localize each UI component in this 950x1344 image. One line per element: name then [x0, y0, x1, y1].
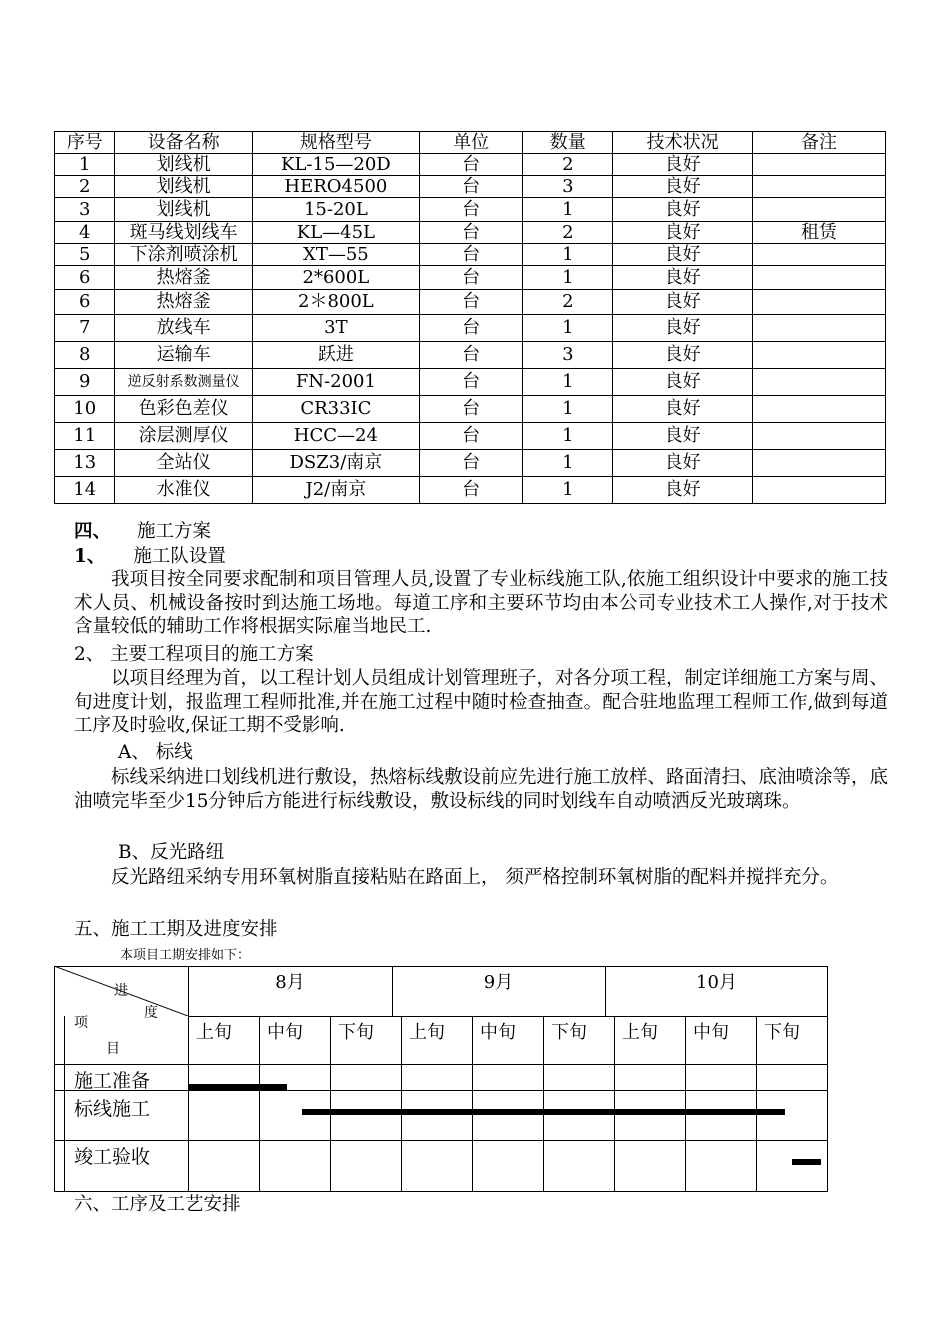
- equipment-row: [55, 198, 886, 222]
- equipment-cell: 台: [419, 369, 522, 396]
- sub2-paragraph: 以项目经理为首，以工程计划人员组成计划管理班子，对各分项工程，制定详细施工方案与周、旬进度计划，报监理工程师批准,并在施工过程中随时检查抽查。配合驻地监理工程师工作,做到每道工序及时验收,保证工期不受影响.: [74, 668, 889, 736]
- equipment-cell: [752, 315, 885, 342]
- equipment-cell: 热熔釜: [115, 290, 252, 315]
- equipment-row: [55, 396, 886, 423]
- task-bar: [302, 1109, 785, 1115]
- equipment-cell: J2/南京: [252, 477, 419, 504]
- equipment-cell: DSZ3/南京: [252, 450, 419, 477]
- equipment-cell: 良好: [613, 396, 753, 423]
- period-label: 上旬: [622, 1022, 658, 1043]
- month-label: 9月: [483, 972, 514, 993]
- subsection-b-paragraph: 反光路纽采纳专用环氧树脂直接粘贴在路面上， 须严格控制环氧树脂的配料并搅拌充分。: [111, 867, 839, 888]
- equipment-cell: [752, 342, 885, 369]
- equipment-cell: 划线机: [115, 198, 252, 222]
- equipment-cell: 良好: [613, 198, 753, 222]
- equipment-cell: 台: [419, 266, 522, 290]
- equipment-cell: 台: [419, 450, 522, 477]
- equipment-cell: 良好: [613, 369, 753, 396]
- equipment-cell: CR33IC: [252, 396, 419, 423]
- equipment-header-cell: 设备名称: [115, 132, 252, 154]
- schedule-hline: [188, 1016, 828, 1017]
- equipment-cell: 全站仪: [115, 450, 252, 477]
- corner-item-1: 项: [74, 1015, 88, 1031]
- equipment-cell: HERO4500: [252, 176, 419, 198]
- section4-heading: [74, 520, 211, 543]
- period-label: 中旬: [480, 1022, 516, 1043]
- equipment-cell: 台: [419, 396, 522, 423]
- equipment-cell: 1: [523, 477, 613, 504]
- equipment-header-cell: 单位: [419, 132, 522, 154]
- equipment-cell: 良好: [613, 176, 753, 198]
- equipment-cell: 6: [55, 266, 115, 290]
- equipment-cell: 放线车: [115, 315, 252, 342]
- subsection-a-paragraph: 标线采纳进口划线机进行敷设，热熔标线敷设前应先进行施工放样、路面清扫、底油喷涂等，底油喷完毕至少15分钟后方能进行标线敷设，敷设标线的同时划线车自动喷洒反光玻璃珠。: [74, 767, 889, 812]
- schedule-table: [54, 966, 828, 1192]
- equipment-cell: [752, 154, 885, 176]
- schedule-period-vline: [401, 1016, 402, 1192]
- sub1-paragraph: 我项目按全同要求配制和项目管理人员,设置了专业标线施工队,依施工组织设计中要求的施工技术人员、机械设备按时到达施工场地。每道工序和主要环节均由本公司专业技术工人操作,对于技术含量较低的辅助工作将根据实际雇当地民工.: [74, 569, 888, 637]
- task-name: 施工准备: [74, 1070, 151, 1092]
- equipment-cell: 2: [523, 154, 613, 176]
- schedule-period-vline: [188, 1016, 189, 1192]
- equipment-cell: 4: [55, 222, 115, 244]
- equipment-header-cell: 序号: [55, 132, 115, 154]
- subsection-a-heading: A、 标线: [118, 742, 193, 763]
- equipment-cell: 良好: [613, 290, 753, 315]
- section5-heading: 五、施工工期及进度安排: [74, 919, 278, 940]
- corner-progress-2: 度: [144, 1005, 158, 1021]
- equipment-cell: 7: [55, 315, 115, 342]
- equipment-cell: 3: [523, 176, 613, 198]
- schedule-label-vline: [64, 1016, 65, 1192]
- equipment-cell: 10: [55, 396, 115, 423]
- equipment-cell: 涂层测厚仪: [115, 423, 252, 450]
- schedule-hline: [54, 1064, 828, 1065]
- equipment-cell: [752, 396, 885, 423]
- equipment-cell: [752, 266, 885, 290]
- equipment-cell: [752, 198, 885, 222]
- equipment-cell: 2*600L: [252, 266, 419, 290]
- equipment-cell: 跃进: [252, 342, 419, 369]
- equipment-cell: 8: [55, 342, 115, 369]
- equipment-cell: [752, 290, 885, 315]
- equipment-cell: 1: [523, 423, 613, 450]
- equipment-cell: 9: [55, 369, 115, 396]
- equipment-row: [55, 369, 886, 396]
- schedule-period-vline: [756, 1016, 757, 1192]
- equipment-cell: 台: [419, 423, 522, 450]
- equipment-cell: 良好: [613, 154, 753, 176]
- equipment-cell: 良好: [613, 477, 753, 504]
- equipment-cell: 色彩色差仪: [115, 396, 252, 423]
- equipment-cell: 1: [523, 198, 613, 222]
- equipment-header-cell: 技术状况: [613, 132, 753, 154]
- schedule-hline: [54, 1140, 828, 1141]
- equipment-cell: 热熔釜: [115, 266, 252, 290]
- equipment-cell: 良好: [613, 222, 753, 244]
- schedule-hline: [54, 1090, 828, 1091]
- schedule-period-vline: [614, 1016, 615, 1192]
- equipment-cell: 良好: [613, 266, 753, 290]
- equipment-row: [55, 342, 886, 369]
- equipment-cell: 台: [419, 244, 522, 266]
- equipment-cell: 5: [55, 244, 115, 266]
- schedule-period-vline: [330, 1016, 331, 1192]
- section4-num: 四、: [74, 521, 112, 542]
- equipment-cell: 良好: [613, 244, 753, 266]
- equipment-row: [55, 266, 886, 290]
- sub1-title: 施工队设置: [133, 546, 226, 567]
- section6-heading: 六、工序及工艺安排: [74, 1194, 241, 1215]
- equipment-cell: 良好: [613, 315, 753, 342]
- equipment-cell: 台: [419, 315, 522, 342]
- equipment-cell: [752, 369, 885, 396]
- equipment-cell: 1: [523, 450, 613, 477]
- equipment-cell: 台: [419, 222, 522, 244]
- schedule-note: 本项目工期安排如下：: [120, 948, 251, 963]
- period-label: 中旬: [267, 1022, 303, 1043]
- month-label: 10月: [696, 972, 737, 993]
- equipment-cell: 3: [523, 342, 613, 369]
- equipment-cell: 14: [55, 477, 115, 504]
- equipment-row: [55, 154, 886, 176]
- equipment-cell: 2: [523, 290, 613, 315]
- equipment-header-cell: 备注: [752, 132, 885, 154]
- equipment-row: [55, 477, 886, 504]
- equipment-cell: 1: [523, 266, 613, 290]
- period-label: 上旬: [196, 1022, 232, 1043]
- schedule-period-vline: [259, 1016, 260, 1192]
- period-label: 下旬: [551, 1022, 587, 1043]
- equipment-cell: 1: [523, 396, 613, 423]
- equipment-cell: 逆反射系数测量仪: [115, 369, 252, 396]
- schedule-period-vline: [472, 1016, 473, 1192]
- equipment-cell: KL-15—20D: [252, 154, 419, 176]
- equipment-cell: [752, 244, 885, 266]
- equipment-cell: [752, 176, 885, 198]
- equipment-cell: 台: [419, 342, 522, 369]
- equipment-header-row: [55, 132, 886, 154]
- equipment-cell: 3T: [252, 315, 419, 342]
- equipment-cell: 良好: [613, 423, 753, 450]
- period-label: 下旬: [764, 1022, 800, 1043]
- equipment-cell: 2: [523, 222, 613, 244]
- equipment-cell: [752, 450, 885, 477]
- equipment-cell: 1: [523, 369, 613, 396]
- corner-progress-1: 进: [114, 983, 128, 999]
- equipment-row: [55, 450, 886, 477]
- equipment-table: [54, 131, 886, 504]
- equipment-cell: 13: [55, 450, 115, 477]
- sub2-heading: 2、 主要工程项目的施工方案: [74, 644, 314, 665]
- equipment-cell: [752, 477, 885, 504]
- equipment-row: [55, 176, 886, 198]
- equipment-row: [55, 244, 886, 266]
- equipment-cell: 良好: [613, 450, 753, 477]
- schedule-period-vline: [685, 1016, 686, 1192]
- corner-item-2: 目: [106, 1041, 120, 1057]
- equipment-cell: HCC—24: [252, 423, 419, 450]
- equipment-row: [55, 222, 886, 244]
- equipment-cell: FN-2001: [252, 369, 419, 396]
- equipment-row: [55, 290, 886, 315]
- equipment-cell: 1: [55, 154, 115, 176]
- equipment-cell: XT—55: [252, 244, 419, 266]
- equipment-cell: 运输车: [115, 342, 252, 369]
- section4-title: 施工方案: [137, 521, 212, 542]
- sub1-heading: [74, 545, 226, 568]
- period-label: 上旬: [409, 1022, 445, 1043]
- period-label: 下旬: [338, 1022, 374, 1043]
- task-name: 竣工验收: [74, 1146, 151, 1168]
- equipment-cell: 良好: [613, 342, 753, 369]
- task-bar: [792, 1159, 821, 1165]
- equipment-cell: 划线机: [115, 176, 252, 198]
- equipment-cell: 1: [523, 244, 613, 266]
- equipment-cell: 水准仪: [115, 477, 252, 504]
- equipment-cell: 台: [419, 154, 522, 176]
- equipment-cell: 划线机: [115, 154, 252, 176]
- equipment-cell: 下涂剂喷涂机: [115, 244, 252, 266]
- equipment-cell: 台: [419, 290, 522, 315]
- schedule-period-vline: [543, 1016, 544, 1192]
- equipment-cell: 1: [523, 315, 613, 342]
- equipment-cell: 2: [55, 176, 115, 198]
- equipment-cell: 斑马线划线车: [115, 222, 252, 244]
- equipment-cell: 租赁: [752, 222, 885, 244]
- equipment-cell: 台: [419, 477, 522, 504]
- equipment-cell: 6: [55, 290, 115, 315]
- period-label: 中旬: [693, 1022, 729, 1043]
- equipment-cell: 台: [419, 176, 522, 198]
- equipment-header-cell: 规格型号: [252, 132, 419, 154]
- equipment-row: [55, 315, 886, 342]
- subsection-b-heading: B、反光路纽: [118, 842, 225, 863]
- sub1-num: 1、: [74, 546, 106, 567]
- equipment-cell: 3: [55, 198, 115, 222]
- equipment-cell: 台: [419, 198, 522, 222]
- task-bar: [188, 1084, 287, 1090]
- equipment-cell: 11: [55, 423, 115, 450]
- equipment-header-cell: 数量: [523, 132, 613, 154]
- equipment-cell: 2＊800L: [252, 290, 419, 315]
- month-label: 8月: [275, 972, 305, 993]
- equipment-cell: 15-20L: [252, 198, 419, 222]
- equipment-cell: [752, 423, 885, 450]
- equipment-row: [55, 423, 886, 450]
- equipment-cell: KL—45L: [252, 222, 419, 244]
- task-name: 标线施工: [74, 1098, 151, 1120]
